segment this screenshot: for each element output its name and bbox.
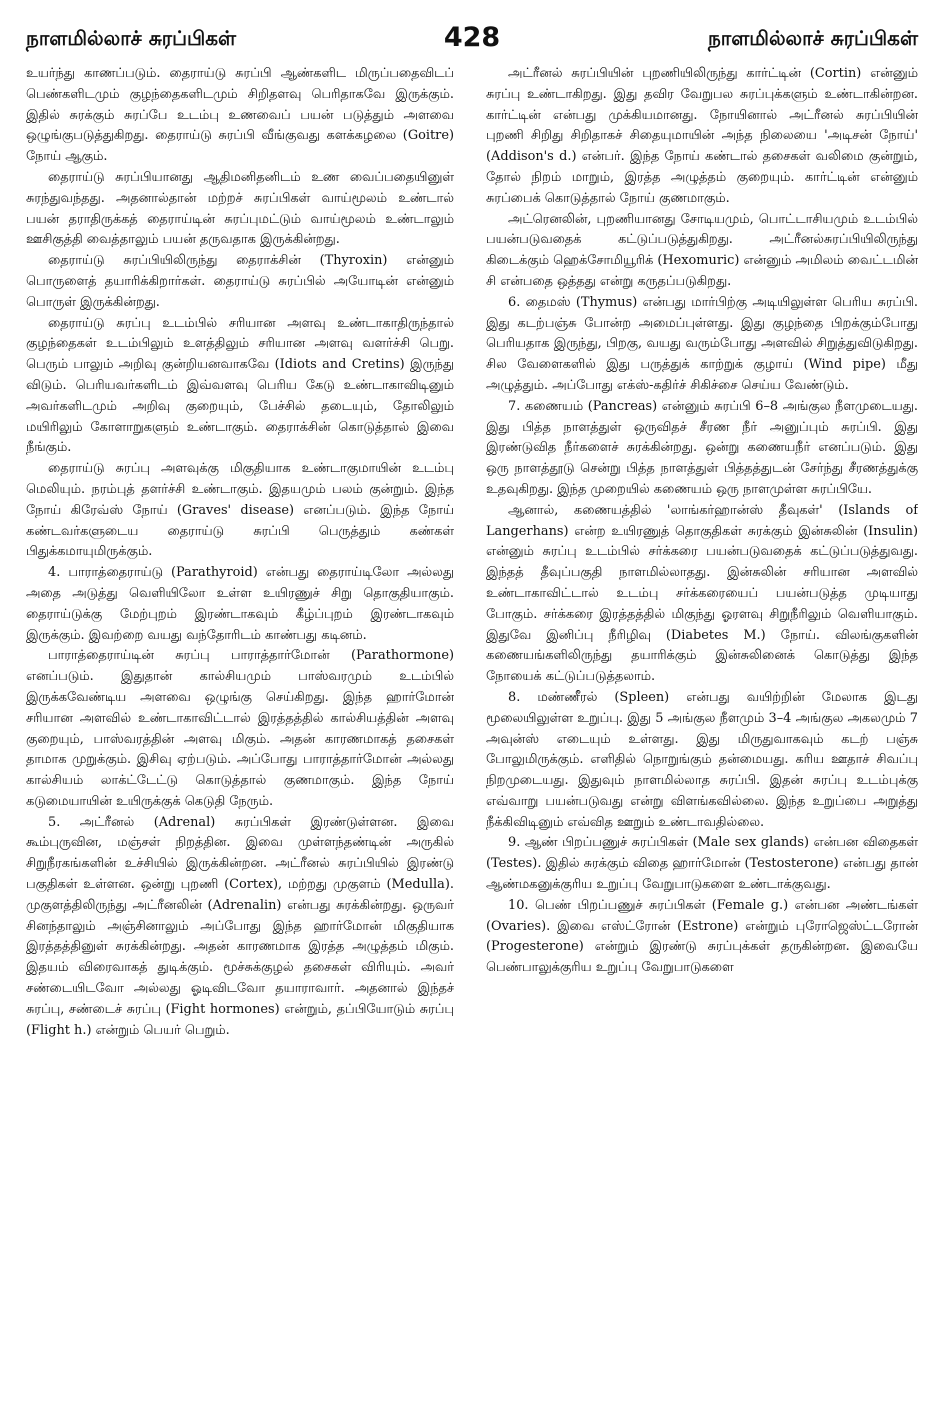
paragraph: 8. மண்ணீரல் (Spleen) என்பது வயிற்றின் மேலாக இடது மூலையிலுள்ள உறுப்பு. இது 5 அங்குல நீளமும் 3–4 அங்குல அகலமும் 7 அவுன்ஸ் எடையும் உள்ளது. இது மிருதுவாகவும் கடற் பஞ்சு போலுமிருக்கும். எளிதில் நொறுங்கும் தன்மையது. கரிய ஊதாச் சிவப்பு நிறமுடையது. இதுவும் நாளமில்லாத சுரப்பி. இதன் சுரப்பு உடம்புக்கு எவ்வாறு பயன்படுவது என்று விளங்கவில்லை. இந்த உறுப்பை அறுத்து நீக்கிவிடினும் எவ்வித ஊறும் உண்டாவதில்லை. (486, 689, 918, 830)
paragraph: 6. தைமஸ் (Thymus) என்பது மார்பிற்கு அடியிலுள்ள பெரிய சுரப்பி. இது கடற்பஞ்சு போன்ற அமைப்புள்ளது. இது குழந்தை பிறக்கும்போது பெரியதாக இருந்து, பிறகு, வயது வரும்போது அளவில் சிறுத்துவிடுகிறது. சில வேளைகளில் இது பருத்துக் காற்றுக் குழாய் (Wind pipe) மீது அழுத்தும். அப்போது எக்ஸ்-கதிர்ச் சிகிச்சை செய்ய வேண்டும். (486, 294, 918, 393)
page-header (26, 22, 918, 62)
paragraph: 5. அட்ரீனல் (Adrenal) சுரப்பிகள் இரண்டுள்ளன. இவை கூம்புருவின, மஞ்சள் நிறத்தின. இவை முள்ளந்தண்டின் அருகில் சிறுநீரகங்களின் உச்சியில் இருக்கின்றன. அட்ரீனல் சுரப்பியில் இரண்டு பகுதிகள் உள்ளன. ஒன்று புறணி (Cortex), மற்றது முகுளம் (Medulla). முகுளத்திலிருந்து அட்ரீனலின் (Adrenalin) என்பது சுரக்கின்றது. ஒருவர் சினந்தாலும் அஞ்சினாலும் அப்போது இந்த ஹார்மோன் மிகுதியாக இரத்தத்தினுள் சுரக்கின்றது. அதன் காரணமாக இரத்த அழுத்தம் மிகும். இதயம் விரைவாகத் துடிக்கும். மூச்சுக்குழல் தசைகள் விரியும். அவர் சண்டையிடவோ அல்லது ஓடிவிடவோ தயாராவார். அதனால் இந்தச் சுரப்பு, சண்டைச் சுரப்பு (Fight hormones) என்றும், தப்பியோடும் சுரப்பு (Flight h.) என்றும் பெயர் பெறும். (26, 814, 454, 1038)
paragraph: 4. பாராத்தைராய்டு (Parathyroid) என்பது தைராய்டிலோ அல்லது அதை அடுத்து வெளியிலோ உள்ள உயிரணுச் சிறு தொகுதியாகும். தைராய்டுக்கு மேற்புறம் இரண்டாகவும் கீழ்ப்புறம் இரண்டாகவும் இருக்கும். இவற்றை வயது வந்தோரிடம் காண்பது கடினம். (26, 565, 454, 643)
page-number: 428 (443, 22, 501, 53)
paragraph: தைராய்டு சுரப்பியானது ஆதிமனிதனிடம் உண வைப்பதையினுள் சுரந்துவந்தது. அதனால்தான் மற்றச் சுரப்பிகள் வாய்மூலம் உண்டால் பயன் தராதிருக்கத் தைராய்டின் சுரப்புமட்டும் வாய்மூலம் உண்டாலும் ஊசிகுத்தி வைத்தாலும் பயன் தருவதாக இருக்கின்றது. (26, 169, 454, 248)
paragraph: பாராத்தைராய்டின் சுரப்பு பாராத்தார்மோன் (Parathormone) எனப்படும். இதுதான் கால்சியமும் பாஸ்வரமும் உடம்பில் இருக்கவேண்டிய அளவை ஒழுங்கு செய்கிறது. இந்த ஹார்மோன் சரியான அளவில் உண்டாகாவிட்டால் இரத்தத்தில் கால்சியத்தின் அளவு குறையும், பாஸ்வரத்தின் அளவு மிகும். அதன் காரணமாகத் தசைகள் தாமாக முறுக்கும். இசிவு ஏற்படும். அப்போது பாராத்தார்மோன் அல்லது கால்சியம் லாக்ட்டேட்டு கொடுத்தால் குணமாகும். இந்த நோய் கடுமையாயின் உயிருக்குக் கெடுதி நேரும். (26, 648, 454, 809)
paragraph: 7. கணையம் (Pancreas) என்னும் சுரப்பி 6–8 அங்குல நீளமுடையது. இது பித்த நாளத்துள் ஒருவிதச் சீரண நீர் அனுப்பும் சுரப்பி. இது இரண்டுவித நீர்களைச் சுரக்கின்றது. ஒன்று கணையநீர் எனப்படும். இது ஒரு நாளத்தூடு சென்று பித்த நாளத்துள் பித்தத்துடன் சேர்ந்து சீரணத்துக்கு உதவுகிறது. இந்த முறையில் கணையம் ஒரு நாளமுள்ள சுரப்பியே. (486, 398, 918, 497)
paragraph: அட்ரெனலின், புறணியானது சோடியமும், பொட்டாசியமும் உடம்பில் பயன்படுவதைக் கட்டுப்படுத்துகிறது. அட்ரீனல்சுரப்பியிலிருந்து கிடைக்கும் ஹெக்சோமியூரிக் (Hexomuric) என்னும் அமிலம் வைட்டமின் சி என்பதை ஒத்தது என்று கருதப்படுகிறது. (486, 211, 918, 289)
paragraph: 10. பெண் பிறப்பணுச் சுரப்பிகள் (Female g.) என்பன அண்டங்கள் (Ovaries). இவை எஸ்ட்ரோன் (Estrone) என்றும் புரோஜெஸ்ட்டரோன் (Progesterone) என்றும் இரண்டு சுரப்புக்கள் தருகின்றன. இவையே பெண்பாலுக்குரிய உறுப்பு வேறுபாடுகளை (486, 897, 918, 976)
running-title-right: நாளமில்லாச் சுரப்பிகள் (707, 26, 918, 50)
paragraph: தைராய்டு சுரப்பியிலிருந்து தைராக்சின் (Thyroxin) என்னும் பொருளைத் தயாரிக்கிறார்கள். தைராய்டு சுரப்பில் அயோடின் என்னும் பொருள் இருக்கின்றது. (26, 253, 454, 310)
paragraph: அட்ரீனல் சுரப்பியின் புறணியிலிருந்து கார்ட்டின் (Cortin) என்னும் சுரப்பு உண்டாகிறது. இது தவிர வேறுபல சுரப்புக்களும் உண்டாகின்றன. கார்ட்டின் என்பது முக்கியமானது. நோயினால் அட்ரீனல் சுரப்பியின் புறணி சிறிது சிறிதாகச் சிதையுமாயின் அந்த நிலையை 'அடிசன் நோய்' (Addison's d.) என்பர். இந்த நோய் கண்டால் தசைகள் வலிமை குன்றும், தோல் நிறம் மாறும், இரத்த அழுத்தம் குறையும். கார்ட்டின் என்னும் சுரப்பைக் கொடுத்தால் நோய் குணமாகும். (486, 66, 918, 206)
paragraph: தைராய்டு சுரப்பு அளவுக்கு மிகுதியாக உண்டாகுமாயின் உடம்பு மெலியும். நரம்புத் தளர்ச்சி உண்டாகும். இதயமும் பலம் குன்றும். இந்த நோய் கிரேவ்ஸ் நோய் (Graves' disease) எனப்படும். இந்த நோய் கண்டவர்களுடைய தைராய்டு சுரப்பி பெருத்தும் கண்கள் பிதுக்கமாயுமிருக்கும். (26, 461, 454, 560)
paragraph: தைராய்டு சுரப்பு உடம்பில் சரியான அளவு உண்டாகாதிருந்தால் குழந்தைகள் உடம்பிலும் உளத்திலும் சரியான அளவு வளர்ச்சி பெறு. பெரும் பாலும் அறிவு குன்றியனவாகவே (Idiots and Cretins) இருந்து விடும். பெரியவர்களிடம் இவ்வளவு பெரிய கேடு உண்டாகாவிடினும் அவர்களிடமும் அறிவு குறையும், பேச்சில் தடையும், தோலிலும் மயிரிலும் கோளாறுகளும் உண்டாகும். தைராக்சின் கொடுத்தால் இவை நீங்கும். (26, 315, 454, 456)
paragraph: 9. ஆண் பிறப்பணுச் சுரப்பிகள் (Male sex glands) என்பன விதைகள் (Testes). இதில் சுரக்கும் விதை ஹார்மோன் (Testosterone) என்பது தான் ஆண்மகனுக்குரிய உறுப்பு வேறுபாடுகளை உண்டாக்குவது. (486, 835, 918, 893)
left-column (26, 64, 454, 1416)
paragraph: உயர்ந்து காணப்படும். தைராய்டு சுரப்பி ஆண்களிட மிருப்பதைவிடப் பெண்களிடமும் குழந்தைகளிடமும் சிறிதளவு பெரிதாகவே இருக்கும். இதில் சுரக்கும் சுரப்பே உடம்பு உணவைப் பயன் படுத்தும் அளவை ஒழுங்குபடுத்துகிறது. தைராய்டு சுரப்பி வீங்குவது களக்கழலை (Goitre) நோய் ஆகும். (26, 66, 454, 165)
paragraph: ஆனால், கணையத்தில் 'லாங்கர்ஹான்ஸ் தீவுகள்' (Islands of Langerhans) என்ற உயிரணுத் தொகுதிகள் சுரக்கும் இன்சுலின் (Insulin) என்னும் சுரப்பு உடம்பில் சர்க்கரை பயன்படுவதைக் கட்டுப்படுத்துவது. இந்தத் தீவுப்பகுதி நாளமில்லாதது. இன்சுலின் சரியான அளவில் உண்டாகாவிட்டால் உடம்பு சர்க்கரையைப் பயன்படுத்த முடியாது போகும். சர்க்கரை இரத்தத்தில் மிகுந்து ஓரளவு சிறுநீரிலும் வெளியாகும். இதுவே இனிப்பு நீரிழிவு (Diabetes M.) நோய். விலங்குகளின் கணையங்களிலிருந்து தயாரிக்கும் இன்சுலினைக் கொடுத்து இந்த நோயைக் கட்டுப்படுத்தலாம். (486, 502, 918, 685)
right-column (486, 64, 918, 1416)
running-title-left: நாளமில்லாச் சுரப்பிகள் (26, 26, 237, 50)
